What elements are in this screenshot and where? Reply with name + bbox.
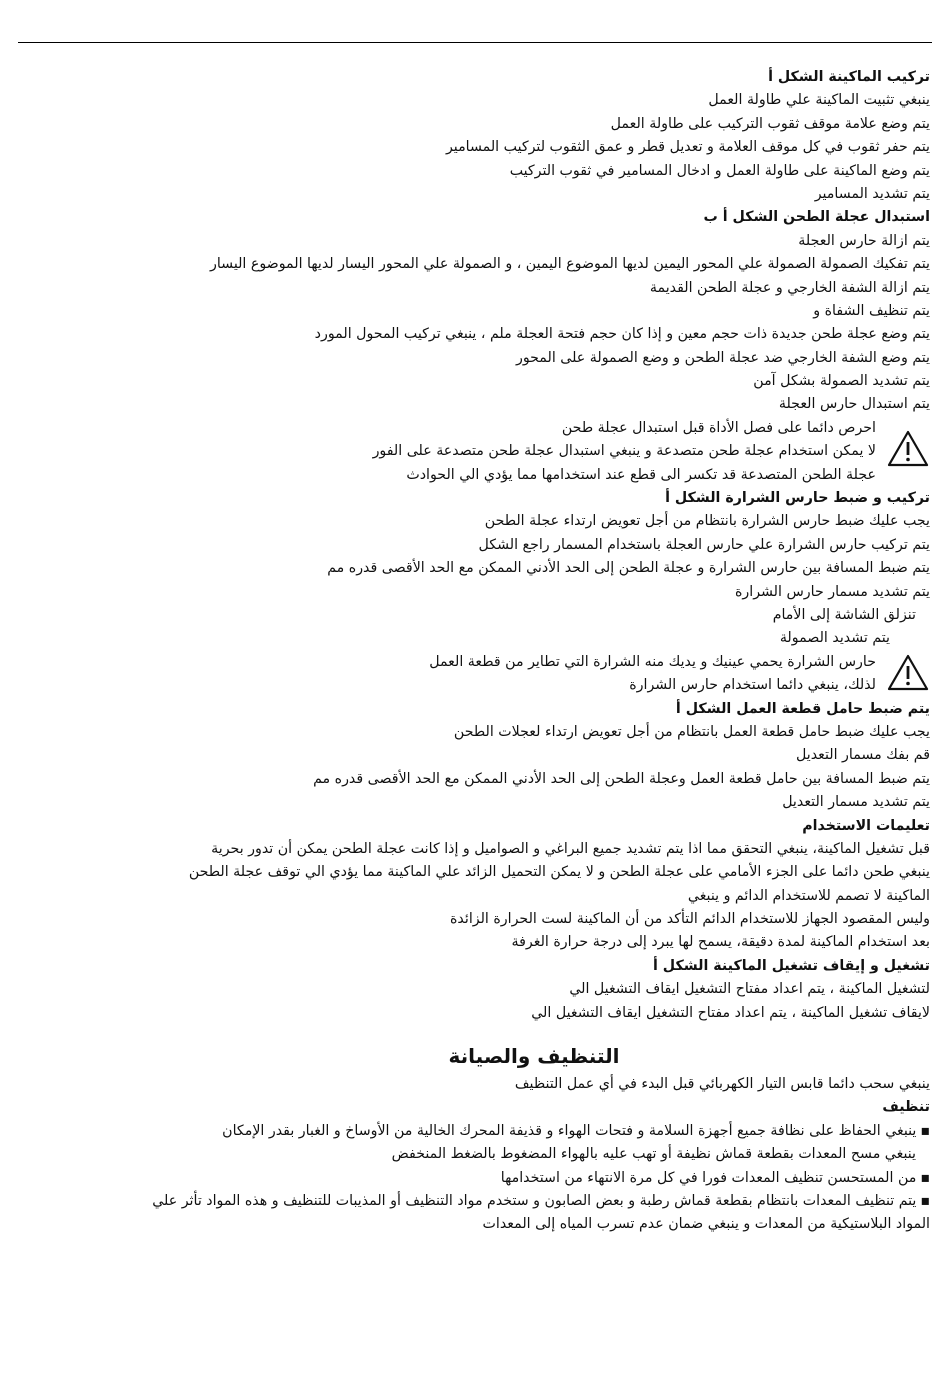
bullet-item bbox=[18, 1190, 930, 1213]
text-line: يتم تشديد مسمار حارس الشرارة bbox=[734, 583, 930, 600]
text-line: ينبغي سحب دائما قابس التيار الكهربائي قبل البدء في أي عمل التنظيف bbox=[514, 1076, 930, 1093]
text-line: يتم وضع الماكينة على طاولة العمل و ادخال المسامير في ثقوب التركيب bbox=[509, 162, 930, 179]
heading-work-rest: يتم ضبط حامل قطعة العمل الشكل أ bbox=[675, 700, 930, 717]
warning-block-spark bbox=[18, 651, 930, 698]
text-line: بعد استخدام الماكينة لمدة دقيقة، يسمح لها يبرد إلى درجة حرارة الغرفة bbox=[511, 934, 930, 951]
text-line: يتم تشديد المسامير bbox=[814, 185, 930, 202]
document-body bbox=[18, 66, 930, 1237]
text-line: يتم ازالة حارس العجلة bbox=[798, 232, 930, 249]
text-line: يتم تشديد الصمولة bbox=[779, 630, 890, 647]
text-line: يتم وضع الشفة الخارجي ضد عجلة الطحن و وضع الصمولة على المحور bbox=[515, 349, 930, 366]
top-rule bbox=[18, 42, 932, 43]
bullet-item bbox=[18, 1120, 930, 1143]
warning-line: حارس الشرارة يحمي عينيك و يديك منه الشرارة التي تطاير من قطعة العمل bbox=[429, 653, 876, 670]
text-line: يتم حفر ثقوب في كل موقف العلامة و تعديل قطر و عمق الثقوب لتركيب المسامير bbox=[445, 139, 930, 156]
warning-line: احرص دائما على فصل الأداة قبل استبدال عجلة طحن bbox=[561, 419, 876, 436]
text-line: يتم استبدال حارس العجلة bbox=[778, 396, 930, 413]
text-line: الماكينة لا تصمم للاستخدام الدائم و ينبغي bbox=[687, 887, 930, 904]
heading-wheel-change: استبدال عجلة الطحن الشكل أ ب bbox=[703, 209, 930, 226]
bullet-continuation: ينبغي مسح المعدات بقطعة قماش نظيفة أو تهب عليه بالهواء المضغوط بالضغط المنخفض bbox=[391, 1146, 916, 1163]
bullet-continuation: المواد البلاستيكية من المعدات و ينبغي ضمان عدم تسرب المياه إلى المعدات bbox=[482, 1216, 930, 1233]
bullet-text: يتم تنظيف المعدات بانتظام بقطعة قماش رطبة و بعض الصابون و ستخدم مواد التنظيف أو المذيبات للتنظيف و هذه المواد تأثر علي bbox=[152, 1192, 917, 1209]
text-line: يتم ضبط المسافة بين حامل قطعة العمل وعجلة الطحن إلى الحد الأدني الممكن مع الحد الأقصى قدره مم bbox=[313, 770, 930, 787]
heading-spark-guard: تركيب و ضبط حارس الشرارة الشكل أ bbox=[665, 490, 930, 507]
text-line: يتم ازالة الشفة الخارجي و عجلة الطحن القديمة bbox=[649, 279, 930, 296]
text-line: لتشغيل الماكينة ، يتم اعداد مفتاح التشغيل ايقاف التشغيل الي bbox=[569, 981, 930, 998]
text-line: ينبغي تثبيت الماكينة علي طاولة العمل bbox=[708, 92, 930, 109]
warning-triangle-icon bbox=[886, 653, 930, 693]
text-line: يتم ضبط المسافة بين حارس الشرارة و عجلة الطحن إلى الحد الأدني الممكن مع الحد الأقصى قدره مم bbox=[327, 560, 930, 577]
heading-usage: تعليمات الاستخدام bbox=[802, 817, 930, 834]
text-line: يتم تركيب حارس الشرارة علي حارس العجلة باستخدام المسمار راجع الشكل bbox=[478, 536, 930, 553]
section-title-maintenance: التنظيف والصيانة bbox=[448, 1044, 620, 1069]
warning-block-wheel bbox=[18, 417, 930, 487]
text-line: لايقاف تشغيل الماكينة ، يتم اعداد مفتاح التشغيل ايقاف التشغيل الي bbox=[531, 1004, 930, 1021]
bullet-text: من المستحسن تنظيف المعدات فورا في كل مرة الانتهاء من استخدامها bbox=[500, 1169, 917, 1186]
text-line: يتم وضع عجلة طحن جديدة ذات حجم معين و إذا كان حجم فتحة العجلة ملم ، ينبغي تركيب المحول المورد bbox=[314, 326, 930, 343]
text-line: ينبغي طحن دائما على الجزء الأمامي على عجلة الطحن و لا يمكن التحميل الزائد علي الماكينة مما يؤدي الي توقف عجلة الطحن bbox=[188, 864, 930, 881]
bullet-item bbox=[18, 1167, 930, 1190]
warning-line: لا يمكن استخدام عجلة طحن متصدعة و ينبغي استبدال عجلة طحن متصدعة على الفور bbox=[372, 443, 876, 460]
warning-line: عجلة الطحن المتصدعة قد تكسر الى قطع عند استخدامها مما يؤدي الي الحوادث bbox=[406, 466, 876, 483]
text-line: يتم تشديد الصمولة بشكل آمن bbox=[753, 373, 930, 390]
sub-heading-cleaning: تنظيف bbox=[882, 1099, 930, 1116]
heading-assembly: تركيب الماكينة الشكل أ bbox=[768, 69, 930, 85]
text-line: يجب عليك ضبط حامل قطعة العمل بانتظام من أجل تعويض ارتداء لعجلات الطحن bbox=[453, 723, 930, 740]
bullet-text: ينبغي الحفاظ على نظافة جميع أجهزة السلامة و فتحات الهواء و قذيفة المحرك الخالية من الأوساخ و الغبار بقدر الإمكان bbox=[222, 1122, 917, 1139]
text-line: يتم وضع علامة موقف ثقوب التركيب على طاولة العمل bbox=[610, 115, 930, 132]
text-line: تنزلق الشاشة إلى الأمام bbox=[772, 606, 916, 623]
text-line: قبل تشغيل الماكينة، ينبغي التحقق مما اذا يتم تشديد جميع البراغي و الصواميل و إذا كانت عجلة الطحن يمكن أن تدور بحرية bbox=[211, 840, 930, 857]
warning-line: لذلك، ينبغي دائما استخدام حارس الشرارة bbox=[629, 677, 876, 694]
text-line: يتم تشديد مسمار التعديل bbox=[782, 794, 930, 811]
text-line: يتم تفكيك الصمولة الصمولة علي المحور اليمين لديها الموضوع اليمين ، و الصمولة علي المحور اليسار لديها الموضوع اليسار bbox=[210, 256, 930, 273]
text-line: وليس المقصود الجهاز للاستخدام الدائم التأكد من أن الماكينة لست الحرارة الزائدة bbox=[449, 911, 930, 928]
text-line: يتم تنظيف الشفاة و bbox=[813, 302, 930, 319]
text-line: يجب عليك ضبط حارس الشرارة بانتظام من أجل تعويض ارتداء عجلة الطحن bbox=[484, 513, 930, 530]
warning-triangle-icon bbox=[886, 429, 930, 469]
text-line: قم بفك مسمار التعديل bbox=[796, 747, 930, 764]
heading-on-off: تشغيل و إيقاف تشغيل الماكينة الشكل أ bbox=[653, 957, 930, 974]
